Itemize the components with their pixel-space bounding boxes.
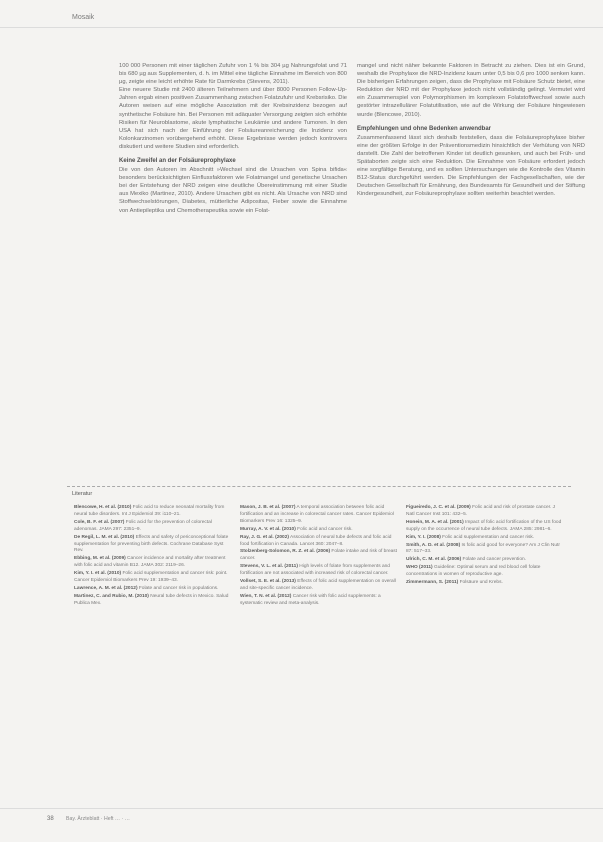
reference-text: Folic acid supplementation and cancer risk: point. Cancer Epidemiol Biomarkers Prev 19: 1939–43.: [74, 571, 228, 584]
reference-entry: [74, 505, 232, 519]
reference-entry: [240, 579, 398, 593]
reference-author: Kim, Y. I. (2008): [406, 534, 441, 540]
left-paragraph-1: 100 000 Personen mit einer täglichen Zufuhr von 1 % bis 304 µg Nahrungsfolat und 71 bis 680 µg aus Supplementen, d. h. im Mittel eine tägliche Einnahme im Bereich von 800 µg, zeigte eine leicht erhöhte Rate für Darmkrebs (Stevens, 2011).: [119, 63, 347, 86]
reference-text: A temporal association between folic acid fortification and an increase in colorectal cancer rates. Cancer Epidemiol Biomarkers Prev 16: 1325–9.: [240, 505, 394, 524]
publication-info: Bay. Ärzteblatt · Heft … · …: [66, 816, 130, 822]
reference-text: Cancer risk with folic acid supplements: a systematic review and meta-analysis.: [240, 593, 381, 606]
header-divider: [0, 27, 603, 28]
references-title: Literatur: [72, 491, 93, 497]
right-column: [357, 62, 585, 198]
reference-author: Zimmermann, S. (2011): [406, 580, 459, 586]
reference-author: Mason, J. B. et al. (2007): [240, 505, 296, 510]
reference-entry: [74, 586, 232, 593]
page-number: 38: [47, 816, 54, 822]
reference-text: Effects of folic acid supplementation on overall and site-specific cancer incidence.: [240, 579, 396, 591]
reference-text: Effects and safety of periconceptional folate supplementation for preventing birth defects. Cochrane Database Syst Rev.: [74, 534, 229, 554]
references-column-1: [74, 505, 232, 609]
references-column-2: [240, 505, 398, 609]
reference-author: WHO (2011): [406, 565, 433, 571]
reference-author: Ray, J. G. et al. (2002): [240, 534, 289, 540]
reference-text: Folic acid supplementation and cancer risk.: [440, 534, 535, 540]
reference-text: Is folic acid good for everyone? Am J Clin Nutr 87: 517–33.: [406, 542, 560, 555]
reference-entry: [240, 505, 398, 526]
reference-text: Folic acid and cancer risk.: [295, 526, 353, 532]
reference-author: De Regil, L. M. et al. (2010): [74, 534, 135, 540]
reference-entry: [406, 535, 564, 542]
reference-text: High levels of folate from supplements and fortification are not associated with increased risk of colorectal cancer.: [240, 564, 390, 577]
reference-text: Folate intake and risk of breast cancer.: [240, 549, 398, 562]
right-subheading: Empfehlungen und ohne Bedenken anwendbar: [357, 125, 492, 132]
references-box: [67, 486, 571, 798]
reference-entry: [240, 527, 398, 534]
left-paragraph-3: Die von den Autoren im Abschnitt »Wechsel sind die Ursachen von Spina bifida« besonders berücksichtigten Einflussfaktoren wie Folatmangel und genetische Ursachen bei der Entstehung der NRD zeigen eine deutliche Übereinstimmung mit einer Studie aus Mexiko (Martinez, 2010). Andere Ursachen gibt es nicht. Als Ursache von NRD sind Stoffwechselstörungen, Diabetes, mütterliche Adipositas, Fieber sowie die Einnahme von Antiepileptika und Chemotherapeutika sowie ein Folat-: [119, 167, 347, 214]
reference-author: Smith, A. D. et al. (2008): [406, 542, 461, 548]
reference-author: Stolzenberg-Solomon, R. Z. et al. (2006): [240, 549, 331, 555]
reference-text: Impact of folic acid fortification of the US food supply on the occurrence of neural tube defects. JAMA 285: 2981–6.: [406, 519, 562, 532]
reference-author: Vollset, S. E. et al. (2013): [240, 579, 296, 585]
reference-author: Murray, A. V. et al. (2010): [240, 526, 296, 532]
reference-author: Stevens, V. L. et al. (2011): [240, 564, 298, 570]
right-paragraph-2: Zusammenfassend lässt sich deshalb feststellen, dass die Folsäureprophylaxe bisher eine der größten Erfolge in der Präventionsmedizin hinsichtlich der Verhütung von NRD darstellt. Die Zahl der betroffenen Kinder ist deutlich gesunken, und auch bei Früh- und Spätaborten zeigte sich eine Reduktion. Die Einnahme von Folsäure erfordert jedoch eine sorgfältige Beratung, und es sollten Untersuchungen wie die Kontrolle des Vitamin B12-Status durchgeführt werden. Die Empfehlungen der Fachgesellschaften, wie der Deutschen Gesellschaft für Ernährung, des Bundesamts für Gesundheit und der Stiftung Kindergesundheit, zur Folsäureprophylaxe sollten weiterhin beachtet werden.: [357, 134, 585, 198]
reference-author: Ebbing, M. et al. (2009): [74, 556, 126, 562]
reference-entry: [406, 520, 564, 534]
reference-entry: [406, 505, 564, 519]
reference-entry: [74, 594, 232, 608]
reference-entry: [74, 571, 232, 585]
footer-divider: [0, 808, 603, 809]
reference-entry: [74, 556, 232, 570]
reference-text: Cancer incidence and mortality after treatment with folic acid and vitamin B12. JAMA 302: 2119–26.: [74, 556, 226, 569]
reference-entry: [240, 594, 398, 608]
reference-text: Folate and cancer prevention.: [461, 557, 526, 563]
reference-entry: [406, 543, 564, 557]
reference-entry: [240, 564, 398, 578]
reference-author: Lawrence, A. M. et al. (2012): [74, 585, 138, 591]
reference-text: Folsäure und Krebs.: [458, 580, 503, 586]
section-label: Mosaik: [72, 14, 95, 21]
reference-entry: [74, 535, 232, 556]
reference-text: Folic acid for the prevention of colorectal adenomas. JAMA 297: 2351–9.: [74, 519, 212, 532]
reference-author: Cole, B. F. et al. (2007): [74, 519, 125, 525]
reference-author: Kim, Y. I. et al. (2010): [74, 571, 122, 577]
left-column: [119, 62, 347, 215]
left-paragraph-2: Eine neuere Studie mit 2400 älteren Teilnehmern und über 8000 Personen Follow-Up-Jahren ergab einen positiven Zusammenhang zwischen Folatzufuhr und Krebsrisiko. Die Autoren weisen auf eine mögliche Assoziation mit der Krebsinzidenz bezogen auf synthetische Folsäure hin. Bei Personen mit adäquater Versorgung zeigten sich erhöhte Risiken für Neuroblastome, akute lymphatische Leukämie und andere Tumoren. In den USA hat sich nach der Einführung der Folsäureanreicherung die Inzidenz von Kolonkarzinomen vorübergehend erhöht. Diese Ergebnisse werden jedoch kontrovers diskutiert und weitere Studien sind erforderlich.: [119, 87, 347, 150]
reference-author: Martinez, C. and Rubio, M. (2010): [74, 593, 149, 599]
reference-author: Blencowe, H. et al. (2010): [74, 505, 132, 510]
reference-entry: [406, 580, 564, 587]
right-paragraph-1: mangel und nicht näher bekannte Faktoren in Betracht zu ziehen. Dies ist ein Grund, weshalb die Prophylaxe die NRD-Inzidenz kaum unter 0,5 bis 0,6 pro 1000 senken kann. Die bisherigen Erfahrungen zeigen, dass die Prophylaxe mit Folsäure Schutz bietet, eine Reduktion der NRD mit der Prophylaxe jedoch nicht vollständig gelingt. Vermutet wird ein Zusammenspiel von Polymorphismen im komplexen Folatstoffwechsel sowie auch gestörter intrazellulärer Folatutilisation, wie auf die Wirkung der Folsäure hingewiesen wurde (Blencowe, 2010).: [357, 63, 585, 118]
reference-author: Ulrich, C. M. et al. (2006): [406, 557, 462, 563]
reference-entry: [240, 549, 398, 563]
reference-author: Figueiredo, J. C. et al. (2009): [406, 505, 471, 510]
reference-entry: [74, 520, 232, 534]
reference-author: Honein, M. A. et al. (2001): [406, 519, 464, 525]
reference-entry: [406, 557, 564, 564]
left-subheading: Keine Zweifel an der Folsäureprophylaxe: [119, 158, 236, 165]
reference-text: Folic acid to reduce neonatal mortality from neural tube disorders. Int J Epidemiol 39: i110–21.: [74, 505, 225, 517]
reference-text: Association of neural tube defects and folic acid food fortification in Canada. Lancet 360: 2047–8.: [240, 534, 392, 547]
reference-text: Guideline: Optimal serum and red blood cell folate concentrations in women of reproductive age.: [406, 565, 541, 578]
reference-text: Neural tube defects in Mexico. Salud Publica Mex.: [74, 593, 229, 606]
reference-entry: [406, 565, 564, 579]
reference-entry: [240, 535, 398, 549]
references-column-3: [406, 505, 564, 588]
reference-text: Folate and cancer risk in populations.: [137, 585, 219, 591]
reference-text: Folic acid and risk of prostate cancer. J Natl Cancer Inst 101: 432–5.: [406, 505, 556, 517]
reference-author: Wien, T. N. et al. (2012): [240, 593, 292, 599]
